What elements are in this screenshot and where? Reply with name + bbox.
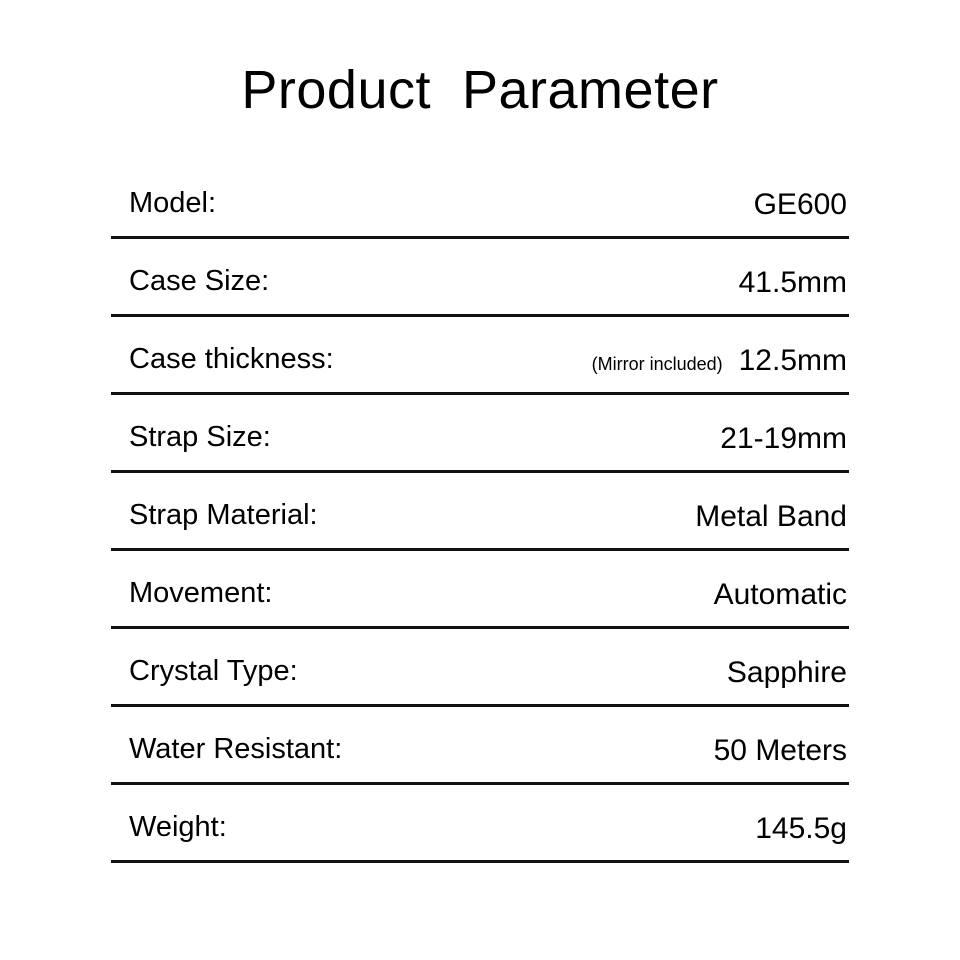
spec-label: Crystal Type: — [129, 654, 298, 687]
spec-value-group — [739, 812, 847, 860]
spec-value: GE600 — [753, 187, 847, 221]
spec-label: Strap Size: — [129, 420, 271, 453]
spec-value-group — [698, 578, 847, 626]
table-row — [111, 473, 849, 551]
spec-value-group — [592, 344, 847, 392]
spec-label: Movement: — [129, 576, 273, 609]
spec-value: 145.5g — [755, 811, 847, 845]
table-row — [111, 707, 849, 785]
spec-label: Water Resistant: — [129, 732, 343, 765]
spec-label: Weight: — [129, 810, 227, 843]
spec-value: 50 Meters — [713, 733, 847, 767]
spec-table — [111, 119, 849, 863]
spec-label: Model: — [129, 186, 217, 219]
table-row — [111, 629, 849, 707]
table-row — [111, 785, 849, 863]
table-row — [111, 239, 849, 317]
spec-value: Sapphire — [726, 655, 847, 689]
spec-note: (Mirror included) — [591, 353, 723, 374]
table-row — [111, 551, 849, 629]
page-title: Product Parameter — [241, 60, 719, 120]
spec-value-group — [679, 500, 847, 548]
spec-label: Case Size: — [129, 264, 270, 297]
spec-value-group — [738, 188, 847, 236]
spec-value-group — [698, 734, 847, 782]
spec-value-group — [704, 422, 847, 470]
spec-value: 41.5mm — [738, 265, 847, 299]
table-row — [111, 161, 849, 239]
table-row — [111, 317, 849, 395]
table-row — [111, 395, 849, 473]
spec-label: Case thickness: — [129, 342, 334, 375]
spec-value: 12.5mm — [738, 343, 847, 377]
spec-value-group — [711, 656, 847, 704]
spec-value: Automatic — [713, 577, 847, 611]
spec-value: Metal Band — [695, 499, 847, 533]
spec-label: Strap Material: — [129, 498, 318, 531]
spec-value: 21-19mm — [720, 421, 847, 455]
spec-value-group — [723, 266, 847, 314]
